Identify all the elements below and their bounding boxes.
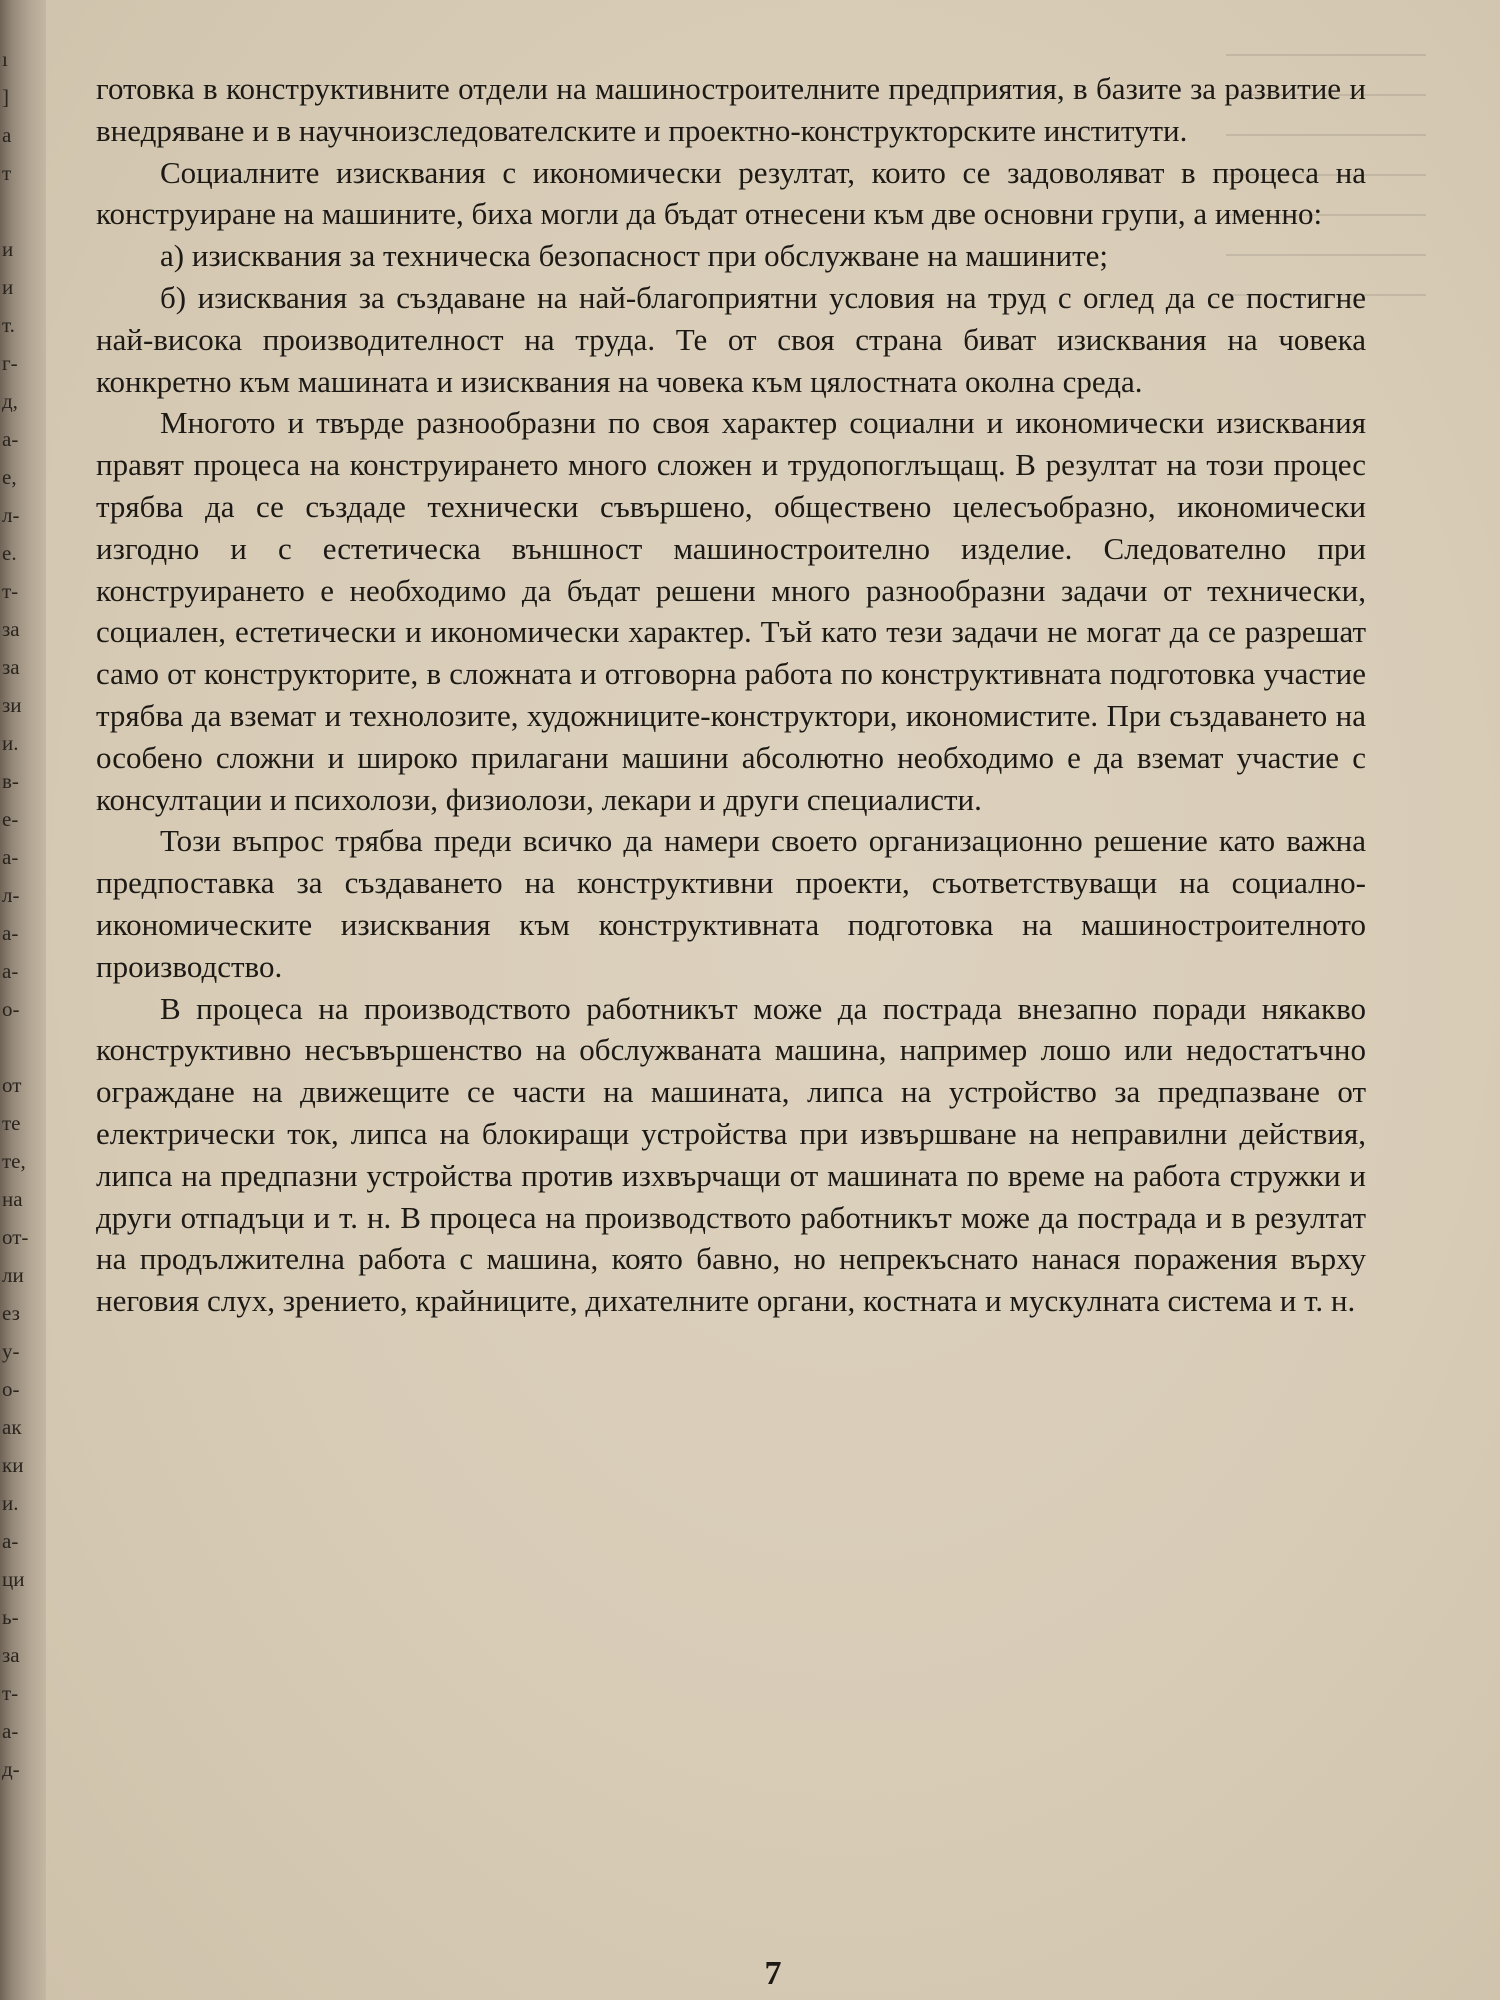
margin-fragment: а- bbox=[2, 427, 19, 451]
margin-fragment: а- bbox=[2, 959, 19, 983]
margin-fragment: т bbox=[2, 161, 12, 185]
paragraph-worker-injury: В процеса на производството работникът може да пострада внезапно поради някакво конструктивно несъвършенство на обслужваната машина, например лошо или недостатъчно ограждане на движещите се части на машината, липса на устройство за предпазване от електрически ток, липса на блокиращи устройства при извършване на неправилни действия, липса на предпазни устройства против изхвърчащи от машината по време на работа стружки и други отпадъци и т. н. В процеса на производството работникът може да пострада и в резултат на продължителна работа с машина, която бавно, но непрекъснато нанася поражения върху неговия слух, зрението, крайниците, дихателните органи, костната и мускулната система и т. н. bbox=[96, 990, 1366, 1319]
previous-page-edge bbox=[2, 40, 36, 1788]
margin-fragment: а- bbox=[2, 1529, 19, 1553]
margin-fragment: д- bbox=[2, 1757, 20, 1781]
margin-fragment: д, bbox=[2, 389, 18, 413]
margin-fragment: и. bbox=[2, 1491, 19, 1515]
margin-fragment: т- bbox=[2, 1681, 19, 1705]
body-text bbox=[96, 68, 1366, 1322]
margin-fragment: от- bbox=[2, 1225, 29, 1249]
margin-fragment: е- bbox=[2, 807, 19, 831]
margin-fragment: т. bbox=[2, 313, 15, 337]
margin-fragment: от bbox=[2, 1073, 22, 1097]
paragraph-diverse-requirements: Многото и твърде разнообразни по своя характер социални и икономически изисквания правят процеса на конструирането много сложен и трудопоглъщащ. В резултат на този процес трябва да се създаде технически съвършено, обществено целесъобразно, икономически изгодно и с естетическа външност машиностроително изделие. Следователно при конструирането е необходимо да бъдат решени много разнообразни задачи от технически, социален, естетически и икономически характер. Тъй като тези задачи не могат да се разрешат само от конструкторите, в сложната и отговорна работа по конструктивната подготовка участие трябва да вземат и технолозите, художниците-конструктори, икономистите. При създаването на особено сложни и широко прилагани машини абсолютно необходимо е да вземат участие с консултации и психолози, физиолози, лекари и други специалисти. bbox=[96, 405, 1366, 817]
margin-fragment: т- bbox=[2, 579, 19, 603]
margin-fragment: ци bbox=[2, 1567, 25, 1591]
margin-fragment: л- bbox=[2, 503, 20, 527]
margin-fragment: в- bbox=[2, 769, 19, 793]
margin-fragment: и bbox=[2, 275, 14, 299]
margin-fragment: ı bbox=[2, 47, 8, 71]
margin-fragment: ки bbox=[2, 1453, 24, 1477]
margin-fragment: a bbox=[2, 123, 12, 147]
margin-fragment: у- bbox=[2, 1339, 20, 1363]
margin-fragment: ли bbox=[2, 1263, 24, 1287]
margin-fragment: ак bbox=[2, 1415, 22, 1439]
margin-fragment: о- bbox=[2, 1377, 20, 1401]
margin-fragment: за bbox=[2, 655, 20, 679]
margin-fragment: а- bbox=[2, 1719, 19, 1743]
margin-fragment bbox=[2, 1028, 36, 1066]
list-item-b: б) изисквания за създаване на най-благоприятни условия на труд с оглед да се постигне най-висока производителност на труда. Те от своя страна биват изисквания на човека конкретно към машината и изисквания на човека към цялостната околна среда. bbox=[96, 279, 1366, 399]
list-item-a: а) изисквания за техническа безопасност при обслужване на машините; bbox=[160, 238, 1109, 274]
margin-fragment: е, bbox=[2, 465, 17, 489]
margin-fragment: те bbox=[2, 1111, 21, 1135]
page-number: 7 bbox=[764, 1955, 782, 1992]
margin-fragment: и. bbox=[2, 731, 19, 755]
margin-fragment: о- bbox=[2, 997, 20, 1021]
margin-fragment: ь- bbox=[2, 1605, 19, 1629]
margin-fragment: за bbox=[2, 617, 20, 641]
margin-fragment: ез bbox=[2, 1301, 20, 1325]
margin-fragment: л- bbox=[2, 883, 20, 907]
margin-fragment: а- bbox=[2, 921, 19, 945]
margin-fragment: г- bbox=[2, 351, 18, 375]
margin-fragment: за bbox=[2, 1643, 20, 1667]
paragraph-continuation: готовка в конструктивните отдели на машиностроителните предприятия, в базите за развитие и внедряване и в научноизследователските и проектно-конструкторските институти. bbox=[96, 71, 1366, 148]
paragraph-social-requirements: Социалните изисквания с икономически резултат, които се задоволяват в процеса на конструиране на машините, биха могли да бъдат отнесени към две основни групи, а именно: bbox=[96, 154, 1366, 232]
margin-fragment: и bbox=[2, 237, 14, 261]
paragraph-organizational-solution: Този въпрос трябва преди всичко да намери своето организационно решение като важна предпоставка за създаването на конструктивни проекти, съответствуващи на социално-икономическите изисквания към конструктивната подготовка на машиностроителното производство. bbox=[96, 823, 1366, 984]
book-page bbox=[46, 0, 1500, 2000]
margin-fragment: ] bbox=[2, 85, 9, 109]
margin-fragment: зи bbox=[2, 693, 22, 717]
margin-fragment bbox=[2, 192, 36, 230]
margin-fragment: а- bbox=[2, 845, 19, 869]
margin-fragment: те, bbox=[2, 1149, 26, 1173]
margin-fragment: е. bbox=[2, 541, 17, 565]
margin-fragment: на bbox=[2, 1187, 23, 1211]
